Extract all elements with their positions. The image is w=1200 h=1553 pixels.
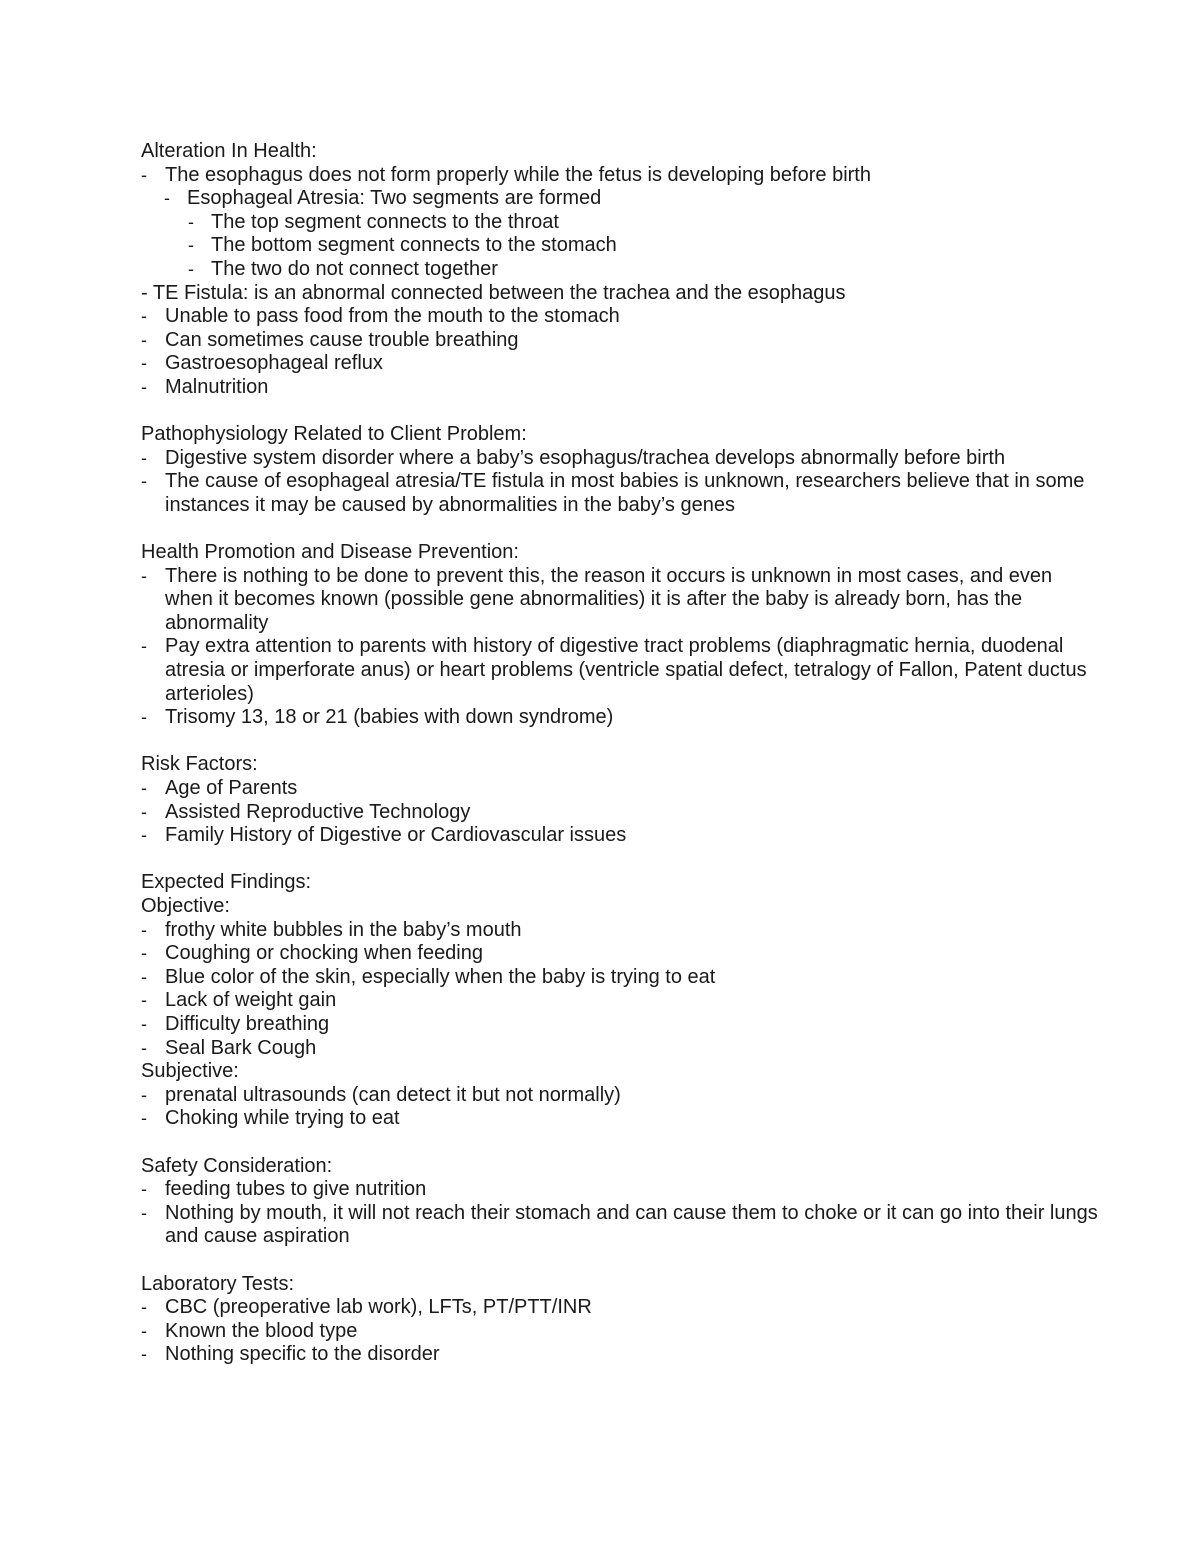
dash-bullet: -: [141, 943, 147, 964]
list-item: [141, 1084, 1101, 1108]
list-item: [141, 187, 1101, 211]
bullet-list: [141, 565, 1101, 730]
list-item: [141, 942, 1101, 966]
dash-bullet: -: [141, 1179, 147, 1200]
dash-bullet: -: [141, 966, 147, 987]
dash-bullet: -: [141, 707, 147, 728]
list-item: [141, 234, 1101, 258]
section-spacer: [141, 730, 1101, 754]
list-item-text: Can sometimes cause trouble breathing: [165, 328, 519, 351]
dash-bullet: -: [141, 1084, 147, 1105]
list-item-text: Assisted Reproductive Technology: [165, 800, 471, 823]
document-body: [141, 140, 1101, 1367]
list-item: [141, 447, 1101, 471]
bullet-list: [141, 305, 1101, 399]
section-heading: Safety Consideration:: [141, 1154, 333, 1177]
list-item: [141, 470, 1101, 517]
list-item: [141, 824, 1101, 848]
list-item-text: Lack of weight gain: [165, 989, 337, 1012]
dash-bullet: -: [188, 258, 194, 279]
list-item-text: Choking while trying to eat: [165, 1107, 400, 1130]
section-heading: Expected Findings:: [141, 871, 312, 894]
list-item-text: The top segment connects to the throat: [211, 210, 559, 233]
bullet-list: [141, 1178, 1101, 1249]
dash-bullet: -: [141, 471, 147, 492]
list-item-text: Blue color of the skin, especially when the baby is trying to eat: [165, 965, 716, 988]
list-item-text: feeding tubes to give nutrition: [165, 1178, 427, 1201]
list-item-text: CBC (preoperative lab work), LFTs, PT/PTT/INR: [165, 1296, 592, 1319]
section-safety-consideration: [141, 1155, 1101, 1249]
section-pathophysiology: [141, 423, 1101, 517]
list-item: [141, 989, 1101, 1013]
section-expected-findings: [141, 871, 1101, 1131]
section-heading: Risk Factors:: [141, 753, 258, 776]
list-item: [141, 352, 1101, 376]
dash-bullet: -: [141, 636, 147, 657]
dash-bullet: -: [141, 1037, 147, 1058]
dash-bullet: -: [141, 1202, 147, 1223]
dash-bullet: -: [141, 1108, 147, 1129]
list-item-text: Seal Bark Cough: [165, 1036, 317, 1059]
section-alteration-in-health: [141, 140, 1101, 400]
dash-bullet: -: [141, 778, 147, 799]
list-item-text: The two do not connect together: [211, 257, 498, 280]
section-spacer: [141, 848, 1101, 872]
bullet-list: [141, 777, 1101, 848]
bullet-list-level-2: [141, 187, 1101, 211]
list-item: [141, 376, 1101, 400]
list-item-text: frothy white bubbles in the baby’s mouth: [165, 918, 522, 941]
dash-bullet: -: [141, 447, 147, 468]
bullet-list: [141, 1296, 1101, 1367]
dash-bullet: -: [141, 825, 147, 846]
bullet-list: [141, 164, 1101, 188]
section-risk-factors: [141, 753, 1101, 847]
dash-bullet: -: [141, 801, 147, 822]
dash-bullet: -: [164, 188, 170, 209]
objective-label: Objective:: [141, 895, 230, 917]
dash-bullet: -: [141, 353, 147, 374]
list-item: [141, 801, 1101, 825]
list-item-text: Gastroesophageal reflux: [165, 352, 383, 375]
list-item-text: The esophagus does not form properly while the fetus is developing before birth: [165, 163, 871, 186]
dash-bullet: -: [141, 1344, 147, 1365]
dash-bullet: -: [141, 565, 147, 586]
fistula-line: - TE Fistula: is an abnormal connected between the trachea and the esophagus: [141, 281, 846, 304]
bullet-list: [141, 1084, 1101, 1131]
list-item-text: Unable to pass food from the mouth to the stomach: [165, 305, 620, 328]
list-item-text: The cause of esophageal atresia/TE fistula in most babies is unknown, researchers believe that in some instances it may be caused by abnormalities in the baby’s genes: [165, 470, 1085, 516]
dash-bullet: -: [141, 164, 147, 185]
section-laboratory-tests: [141, 1273, 1101, 1367]
list-item: [141, 777, 1101, 801]
list-item: [141, 919, 1101, 943]
list-item-text: prenatal ultrasounds (can detect it but not normally): [165, 1083, 621, 1106]
list-item-text: Pay extra attention to parents with history of digestive tract problems (diaphragmatic hernia, duodenal atresia or imperforate anus) or heart problems (ventricle spatial defect, tetralogy of Fallon, Patent ductus arterioles): [165, 635, 1087, 705]
section-heading: Alteration In Health:: [141, 140, 317, 162]
list-item: [141, 1343, 1101, 1367]
section-spacer: [141, 1249, 1101, 1273]
dash-bullet: -: [141, 1320, 147, 1341]
list-item-text: Nothing by mouth, it will not reach their stomach and can cause them to choke or it can go into their lungs and cause aspiration: [165, 1201, 1098, 1248]
list-item-text: Difficulty breathing: [165, 1012, 330, 1035]
subjective-label: Subjective:: [141, 1060, 239, 1083]
dash-bullet: -: [141, 919, 147, 940]
list-item: [141, 1013, 1101, 1037]
list-item: [141, 706, 1101, 730]
list-item: [141, 1178, 1101, 1202]
dash-bullet: -: [141, 1013, 147, 1034]
list-item-text: Digestive system disorder where a baby’s esophagus/trachea develops abnormally before birth: [165, 446, 1006, 469]
list-item-text: Age of Parents: [165, 777, 298, 800]
dash-bullet: -: [141, 990, 147, 1011]
list-item: [141, 164, 1101, 188]
list-item: [141, 966, 1101, 990]
section-spacer: [141, 400, 1101, 424]
section-spacer: [141, 1131, 1101, 1155]
list-item-text: Known the blood type: [165, 1319, 358, 1342]
list-item: [141, 211, 1101, 235]
section-heading: Pathophysiology Related to Client Problem:: [141, 423, 527, 446]
list-item-text: Nothing specific to the disorder: [165, 1343, 440, 1366]
list-item: [141, 258, 1101, 282]
list-item-text: Malnutrition: [165, 375, 269, 398]
list-item: [141, 1037, 1101, 1061]
section-spacer: [141, 518, 1101, 542]
dash-bullet: -: [188, 211, 194, 232]
list-item-text: Coughing or chocking when feeding: [165, 942, 483, 965]
section-health-promotion: [141, 541, 1101, 730]
list-item-text: Esophageal Atresia: Two segments are formed: [187, 187, 602, 210]
dash-bullet: -: [141, 329, 147, 350]
list-item-text: There is nothing to be done to prevent this, the reason it occurs is unknown in most cases, and even when it becomes known (possible gene abnormalities) it is after the baby is already born, has the abnormality: [165, 564, 1053, 634]
list-item: [141, 635, 1101, 706]
dash-bullet: -: [141, 1297, 147, 1318]
list-item-text: Family History of Digestive or Cardiovascular issues: [165, 824, 627, 847]
dash-bullet: -: [141, 306, 147, 327]
section-heading: Health Promotion and Disease Prevention:: [141, 541, 519, 564]
list-item: [141, 329, 1101, 353]
list-item: [141, 565, 1101, 636]
section-heading: Laboratory Tests:: [141, 1272, 295, 1295]
list-item: [141, 1107, 1101, 1131]
bullet-list: [141, 447, 1101, 518]
dash-bullet: -: [188, 235, 194, 256]
list-item-text: The bottom segment connects to the stomach: [211, 234, 617, 257]
list-item: [141, 1320, 1101, 1344]
bullet-list: [141, 919, 1101, 1061]
dash-bullet: -: [141, 376, 147, 397]
list-item: [141, 305, 1101, 329]
list-item: [141, 1202, 1101, 1249]
list-item-text: Trisomy 13, 18 or 21 (babies with down syndrome): [165, 706, 614, 729]
list-item: [141, 1296, 1101, 1320]
bullet-list-level-3: [141, 211, 1101, 282]
